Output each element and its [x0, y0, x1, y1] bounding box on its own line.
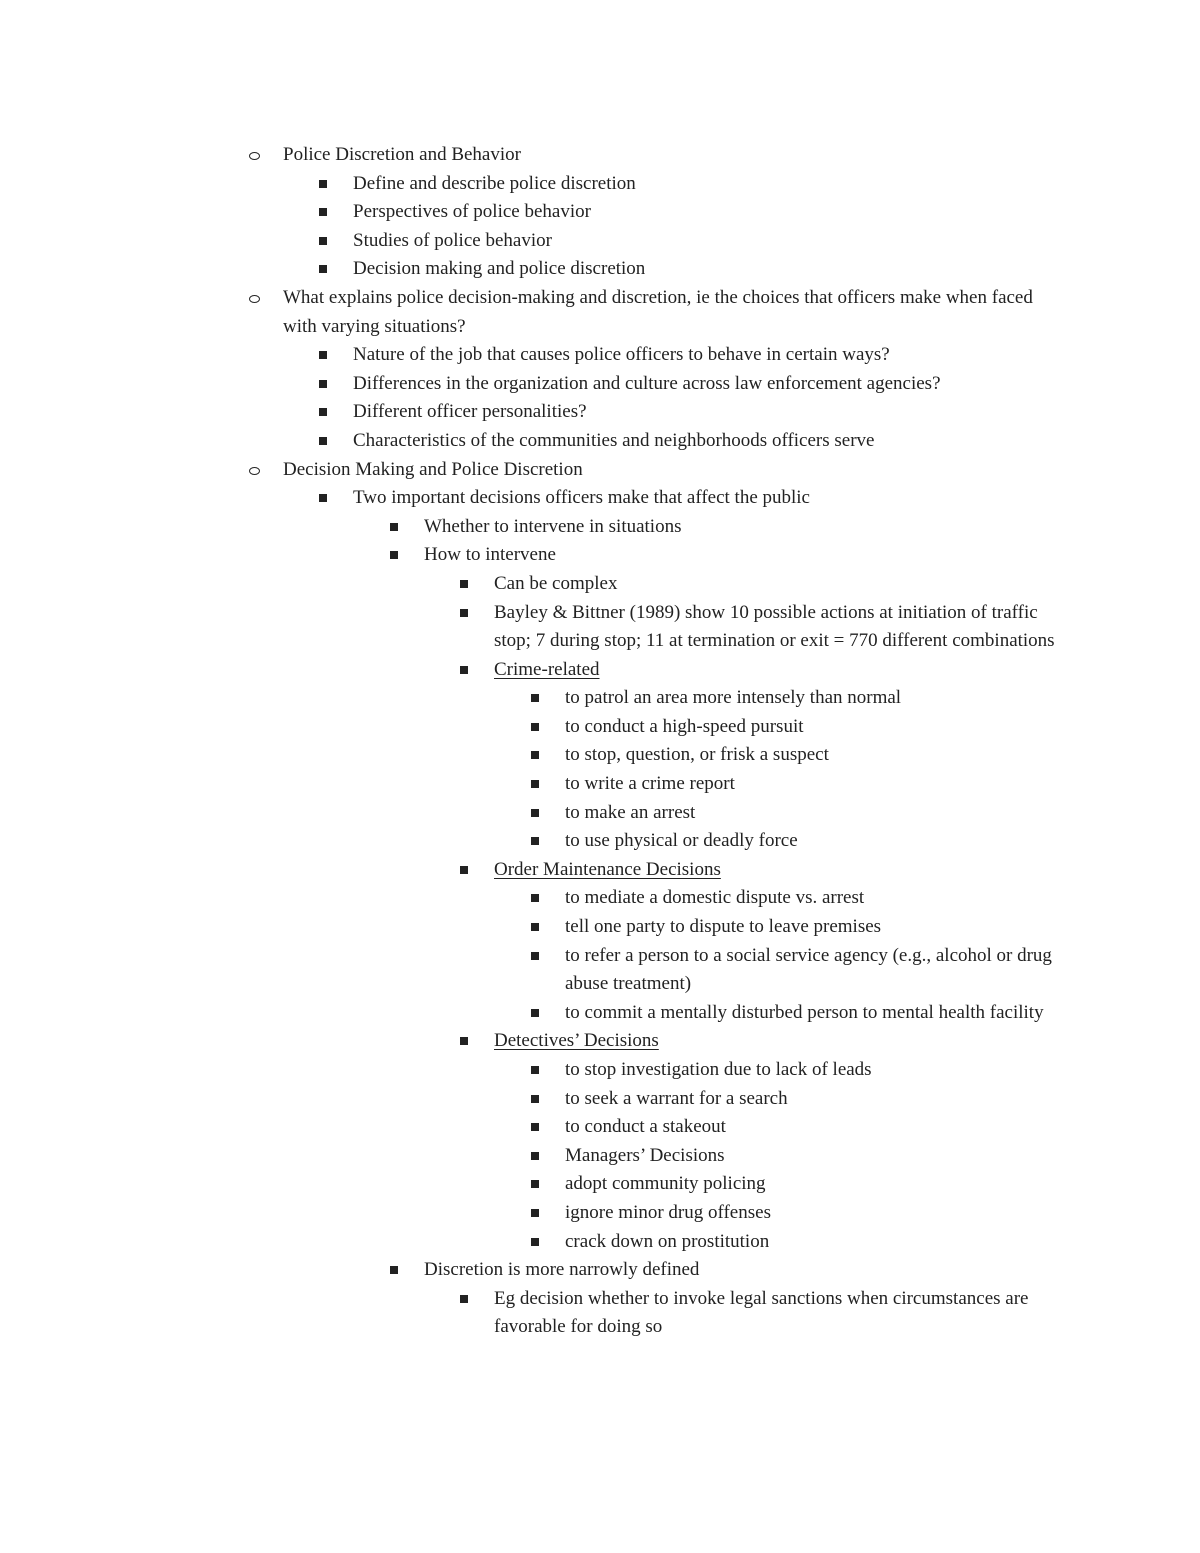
outline-item-text: How to intervene	[424, 544, 556, 566]
outline-item-level-2	[0, 484, 1200, 513]
outline-item-text: to stop, question, or frisk a suspect	[565, 744, 829, 766]
outline-item-level-4	[0, 656, 1200, 685]
outline-item-level-5	[0, 770, 1200, 799]
outline-item-level-4	[0, 599, 1200, 656]
filled-square-bullet-icon	[460, 1037, 468, 1045]
filled-square-bullet-icon	[460, 609, 468, 617]
outline-item-text: Can be complex	[494, 572, 618, 594]
outline-item-level-5	[0, 1170, 1200, 1199]
filled-square-bullet-icon	[531, 694, 539, 702]
outline-item-level-1	[0, 141, 1200, 170]
outline-item-level-4	[0, 570, 1200, 599]
outline-item-text: Crime-related	[494, 658, 600, 680]
outline-item-text: Bayley & Bittner (1989) show 10 possible actions at initiation of traffic stop; 7 during stop; 11 at termination or exit = 770 different combinations	[494, 601, 1055, 652]
outline-item-level-1	[0, 456, 1200, 485]
filled-square-bullet-icon	[460, 580, 468, 588]
filled-square-bullet-icon	[319, 494, 327, 502]
outline-item-text: Differences in the organization and culture across law enforcement agencies?	[353, 372, 941, 394]
outline-item-text: Different officer personalities?	[353, 401, 587, 423]
outline-item-level-5	[0, 713, 1200, 742]
outline-item-text: Decision making and police discretion	[353, 258, 646, 280]
outline-item-level-2	[0, 170, 1200, 199]
filled-square-bullet-icon	[460, 666, 468, 674]
filled-square-bullet-icon	[531, 1066, 539, 1074]
outline-item-level-2	[0, 370, 1200, 399]
outline-item-level-5	[0, 799, 1200, 828]
outline-item-level-5	[0, 999, 1200, 1028]
outline-item-level-5	[0, 684, 1200, 713]
outline-item-text: to commit a mentally disturbed person to mental health facility	[565, 1001, 1044, 1023]
outline-item-text: Managers’ Decisions	[565, 1144, 725, 1166]
hollow-circle-bullet-icon	[249, 152, 260, 160]
filled-square-bullet-icon	[319, 265, 327, 273]
filled-square-bullet-icon	[390, 523, 398, 531]
outline-item-text: Define and describe police discretion	[353, 172, 636, 194]
outline-item-level-5	[0, 741, 1200, 770]
outline-item-text: Discretion is more narrowly defined	[424, 1259, 700, 1281]
outline-item-text: crack down on prostitution	[565, 1230, 770, 1252]
filled-square-bullet-icon	[531, 1180, 539, 1188]
filled-square-bullet-icon	[531, 923, 539, 931]
filled-square-bullet-icon	[460, 1295, 468, 1303]
outline-item-text: to stop investigation due to lack of leads	[565, 1059, 872, 1080]
filled-square-bullet-icon	[319, 437, 327, 445]
outline-item-level-5	[0, 1228, 1200, 1257]
filled-square-bullet-icon	[531, 1152, 539, 1160]
outline-item-level-2	[0, 398, 1200, 427]
outline-item-text: Police Discretion and Behavior	[283, 144, 521, 165]
filled-square-bullet-icon	[531, 1009, 539, 1017]
hollow-circle-bullet-icon	[249, 467, 260, 475]
outline-item-text: to conduct a stakeout	[565, 1116, 726, 1138]
filled-square-bullet-icon	[531, 894, 539, 902]
outline-item-text: to mediate a domestic dispute vs. arrest	[565, 887, 865, 909]
filled-square-bullet-icon	[319, 380, 327, 388]
filled-square-bullet-icon	[531, 809, 539, 817]
filled-square-bullet-icon	[390, 551, 398, 559]
filled-square-bullet-icon	[531, 780, 539, 788]
outline-item-text: Decision Making and Police Discretion	[283, 458, 583, 480]
filled-square-bullet-icon	[531, 1209, 539, 1217]
outline-item-text: What explains police decision-making and discretion, ie the choices that officers make when faced with varying situations?	[283, 286, 1033, 337]
outline-item-level-2	[0, 198, 1200, 227]
outline-item-text: Two important decisions officers make that affect the public	[353, 487, 810, 509]
outline-item-level-5	[0, 913, 1200, 942]
outline-item-level-2	[0, 341, 1200, 370]
outline-item-text: to use physical or deadly force	[565, 830, 798, 852]
outline-item-level-5	[0, 1199, 1200, 1228]
outline-item-level-1	[0, 284, 1200, 341]
filled-square-bullet-icon	[531, 751, 539, 759]
outline-item-level-2	[0, 255, 1200, 284]
filled-square-bullet-icon	[319, 237, 327, 245]
hollow-circle-bullet-icon	[249, 295, 260, 303]
outline-item-text: to seek a warrant for a search	[565, 1087, 788, 1109]
document-page	[0, 141, 1200, 1342]
outline-item-level-2	[0, 427, 1200, 456]
outline-item-text: Nature of the job that causes police officers to behave in certain ways?	[353, 344, 890, 366]
filled-square-bullet-icon	[390, 1266, 398, 1274]
filled-square-bullet-icon	[319, 408, 327, 416]
outline-item-text: to patrol an area more intensely than normal	[565, 687, 902, 709]
filled-square-bullet-icon	[531, 1095, 539, 1103]
filled-square-bullet-icon	[531, 837, 539, 845]
outline-item-text: to conduct a high-speed pursuit	[565, 715, 804, 737]
outline-item-level-5	[0, 884, 1200, 913]
outline-item-level-4	[0, 1285, 1200, 1342]
outline-item-level-3	[0, 541, 1200, 570]
outline-item-level-5	[0, 1056, 1200, 1085]
outline-item-level-5	[0, 1142, 1200, 1171]
outline-item-text: Studies of police behavior	[353, 229, 552, 251]
outline-item-level-2	[0, 227, 1200, 256]
outline-item-level-4	[0, 856, 1200, 885]
outline-item-level-5	[0, 827, 1200, 856]
filled-square-bullet-icon	[531, 1238, 539, 1246]
outline-item-level-4	[0, 1027, 1200, 1056]
outline-item-text: tell one party to dispute to leave premises	[565, 916, 882, 938]
outline-item-text: to refer a person to a social service agency (e.g., alcohol or drug abuse treatment)	[565, 944, 1052, 995]
outline-item-text: Characteristics of the communities and neighborhoods officers serve	[353, 429, 875, 451]
filled-square-bullet-icon	[460, 866, 468, 874]
outline-item-level-5	[0, 1113, 1200, 1142]
outline-item-level-5	[0, 1085, 1200, 1114]
filled-square-bullet-icon	[319, 351, 327, 359]
outline-item-level-3	[0, 1256, 1200, 1285]
outline-item-text: Eg decision whether to invoke legal sanctions when circumstances are favorable for doing so	[494, 1287, 1029, 1338]
outline-item-text: Perspectives of police behavior	[353, 201, 591, 223]
outline-item-text: to write a crime report	[565, 773, 735, 795]
filled-square-bullet-icon	[531, 723, 539, 731]
outline-item-text: to make an arrest	[565, 801, 696, 823]
outline-item-text: Whether to intervene in situations	[424, 515, 682, 537]
outline-item-text: ignore minor drug offenses	[565, 1201, 771, 1223]
filled-square-bullet-icon	[319, 208, 327, 216]
filled-square-bullet-icon	[319, 180, 327, 188]
outline-item-level-5	[0, 942, 1200, 999]
outline-item-text: Detectives’ Decisions	[494, 1030, 659, 1052]
outline-item-text: Order Maintenance Decisions	[494, 858, 721, 880]
outline-item-level-3	[0, 513, 1200, 542]
filled-square-bullet-icon	[531, 1123, 539, 1131]
outline-item-text: adopt community policing	[565, 1173, 766, 1195]
filled-square-bullet-icon	[531, 952, 539, 960]
